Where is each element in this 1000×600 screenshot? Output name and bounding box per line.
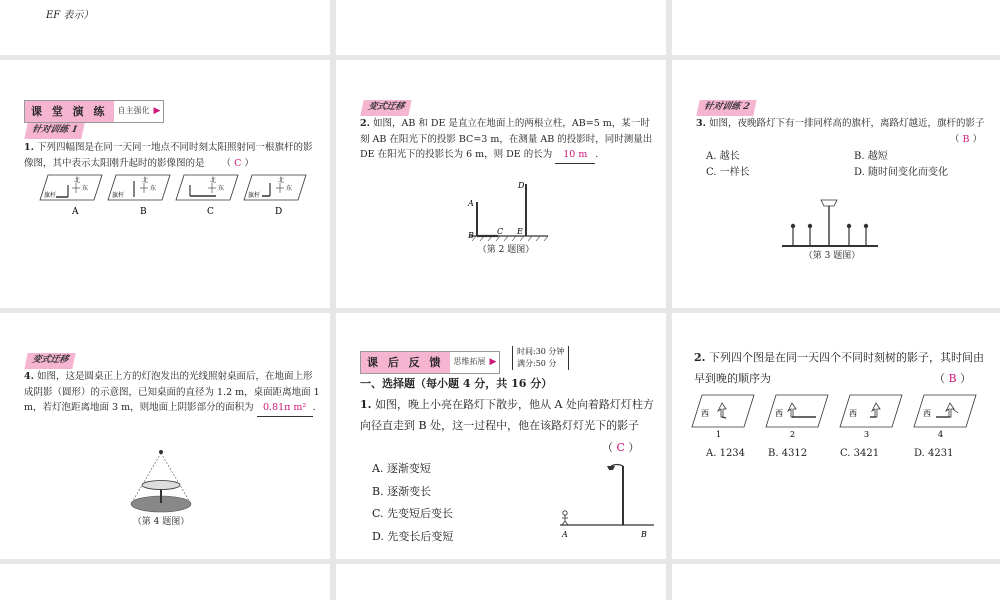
- svg-text:东: 东: [218, 185, 225, 192]
- figure-caption: （第 3 题图）: [803, 251, 861, 261]
- label-a: A: [562, 530, 568, 539]
- option-a-label: A: [72, 207, 79, 217]
- svg-text:西: 西: [849, 409, 857, 418]
- option-d: D. 先变长后变短: [372, 530, 454, 543]
- svg-text:旗杆: 旗杆: [112, 192, 125, 199]
- label-b: B: [641, 530, 647, 539]
- question-number: 3.: [696, 118, 706, 129]
- option-a: A. 1234: [706, 448, 746, 459]
- question-number: 1.: [360, 398, 372, 411]
- figure-c: [176, 175, 238, 200]
- svg-text:东: 东: [286, 185, 293, 192]
- figure-caption: （第 4 题图）: [132, 517, 190, 527]
- flagpole-shadow-figures: [0, 60, 330, 308]
- streetlight-walk-figure: [336, 313, 666, 559]
- fig-num-3: 3: [864, 430, 870, 439]
- fig-num-4: 4: [938, 430, 944, 439]
- label-a: A: [468, 199, 474, 208]
- answer-mark: C: [616, 441, 625, 454]
- option-a: A. 逐渐变短: [372, 462, 431, 475]
- east-label: 东: [82, 185, 89, 192]
- training-tag: 针对训练 1: [24, 123, 85, 139]
- tree-figure-4: [914, 395, 976, 427]
- question-2: 2. 如图，AB 和 DE 是直立在地面上的两根立柱，AB=5 m，某一时刻 AB 在阳光下的投影 BC=3 m，在测量 AB 的投影时，同时测量出 DE 在阳光下的投影长为 6 m，则 DE 的长为 10 m .: [360, 116, 656, 164]
- section-header-subtitle: 思维拓展: [453, 357, 486, 367]
- section-header-title: 课 后 反 馈: [361, 352, 450, 373]
- variant-tag: 变式迁移: [360, 100, 411, 116]
- answer-blank: 0.81π m²: [257, 400, 313, 417]
- variant-tag: 变式迁移: [24, 353, 75, 369]
- tree-figure-1: [692, 395, 754, 427]
- label-e: E: [517, 227, 523, 236]
- svg-text:西: 西: [923, 409, 931, 418]
- arrow-icon: ▶: [489, 356, 497, 367]
- figure-b: [108, 175, 170, 200]
- question-number: 1.: [24, 142, 34, 153]
- tree-shadow-figures: [672, 313, 1000, 559]
- option-c: C. 3421: [840, 448, 880, 459]
- west-label: 西: [701, 409, 709, 418]
- question-number: 4.: [24, 371, 34, 382]
- option-b-label: B: [140, 207, 147, 217]
- section-title: 一、选择题（每小题 4 分，共 16 分）: [360, 377, 553, 390]
- panel-after-class: [336, 313, 666, 559]
- question-text: 如图，晚上小亮在路灯下散步，他从 A 处向着路灯灯柱方向径直走到 B 处，这一过程中，他在该路灯灯光下的影子: [360, 398, 654, 432]
- full-score: 满分:50 分: [517, 359, 557, 368]
- figure-d: [244, 175, 306, 200]
- option-a: A. 越长: [706, 151, 740, 162]
- question-3: 3. 如图，夜晚路灯下有一排同样高的旗杆，离路灯越近，旗杆的影子 （ B ）: [696, 118, 985, 145]
- pillar-figure: [336, 60, 666, 308]
- panel-variant-2: [336, 60, 666, 308]
- answer-mark: B: [962, 133, 970, 145]
- tree-figure-2: [766, 395, 828, 427]
- option-d: D. 4231: [914, 448, 954, 459]
- option-b: B. 越短: [854, 151, 888, 162]
- answer-paren: （ C ）: [602, 441, 640, 454]
- tree-figure-3: [840, 395, 902, 427]
- svg-text:北: 北: [210, 177, 217, 184]
- section-header-title: 课 堂 演 练: [25, 101, 114, 122]
- option-c: C. 一样长: [706, 167, 750, 178]
- top-right-panel: [672, 0, 1000, 55]
- option-d-label: D: [275, 207, 283, 217]
- north-label: 北: [74, 177, 81, 184]
- option-c: C. 先变短后变长: [372, 507, 454, 520]
- svg-text:东: 东: [150, 185, 157, 192]
- question-number: 2.: [360, 118, 370, 129]
- svg-text:西: 西: [775, 409, 783, 418]
- option-b: B. 逐渐变长: [372, 485, 432, 498]
- panel-variant-4: [0, 313, 330, 559]
- svg-text:旗杆: 旗杆: [248, 192, 261, 199]
- answer-paren: （ B ）: [934, 372, 972, 385]
- streetlight-flagpoles-figure: [672, 60, 1000, 308]
- label-c: C: [497, 227, 504, 236]
- label-d: D: [518, 181, 525, 190]
- bottom-middle-panel: [336, 564, 666, 600]
- question-1: 1. 下列四幅图是在同一天同一地点不同时刻太阳照射同一根旗杆的影像图，其中表示太阳刚升起时的影像图的是 （ C ）: [24, 142, 313, 169]
- panel-question-2: [672, 313, 1000, 559]
- fig-num-1: 1: [716, 430, 722, 439]
- panel-training-2: [672, 60, 1000, 308]
- bottom-left-panel: [0, 564, 330, 600]
- top-middle-panel: [336, 0, 666, 55]
- panel-class-practice: [0, 60, 330, 308]
- figure-a: [40, 175, 102, 200]
- bottom-right-panel: [672, 564, 1000, 600]
- question-text: 如图，夜晚路灯下有一排同样高的旗杆，离路灯越近，旗杆的影子: [708, 118, 985, 129]
- label-b: B: [468, 231, 474, 240]
- option-d: D. 随时间变化而变化: [854, 167, 949, 178]
- answer-mark: C: [234, 157, 242, 169]
- arrow-icon: ▶: [153, 105, 161, 116]
- top-left-fragment: EF 表示）: [46, 10, 94, 21]
- time-limit: 时间:30 分钟: [517, 347, 565, 356]
- svg-text:北: 北: [278, 177, 285, 184]
- answer-blank: 10 m: [555, 147, 595, 164]
- training-tag: 针对训练 2: [696, 100, 757, 116]
- top-left-panel: [0, 0, 330, 55]
- question-4: 4. 如图，这是圆桌正上方的灯泡发出的光线照射桌面后，在地面上形成阴影（圆形）的示意图，已知桌面的直径为 1.2 m，桌面距离地面 1 m，若灯泡距离地面 3 m，则地面上阴影部分的面积为 0.81π m² .: [24, 369, 320, 417]
- figure-caption: （第 2 题图）: [477, 245, 535, 255]
- answer-mark: B: [948, 372, 957, 385]
- svg-text:北: 北: [142, 177, 149, 184]
- pole-label: 旗杆: [44, 192, 57, 199]
- question-text: 下列四个图是在同一天四个不同时刻树的影子，其时间由早到晚的顺序为: [694, 351, 984, 386]
- question-text: 下列四幅图是在同一天同一地点不同时刻太阳照射同一根旗杆的影像图，其中表示太阳刚升起时的影像图的是: [24, 142, 313, 169]
- question-text: 如图，这是圆桌正上方的灯泡发出的光线照射桌面后，在地面上形成阴影（圆形）的示意图，已知桌面的直径为 1.2 m，桌面距离地面 1 m，若灯泡距离地面 3 m，则地面上阴影部分的面积为: [24, 371, 320, 414]
- option-c-label: C: [207, 207, 214, 217]
- section-header-subtitle: 自主强化: [117, 106, 150, 116]
- fig-num-2: 2: [790, 430, 796, 439]
- question-number: 2.: [694, 351, 706, 364]
- option-b: B. 4312: [768, 448, 808, 459]
- question-text: 如图，AB 和 DE 是直立在地面上的两根立柱，AB=5 m，某一时刻 AB 在阳光下的投影 BC=3 m，在测量 AB 的投影时，同时测量出 DE 在阳光下的投影长为 6 m，则 DE 的长为: [360, 118, 653, 161]
